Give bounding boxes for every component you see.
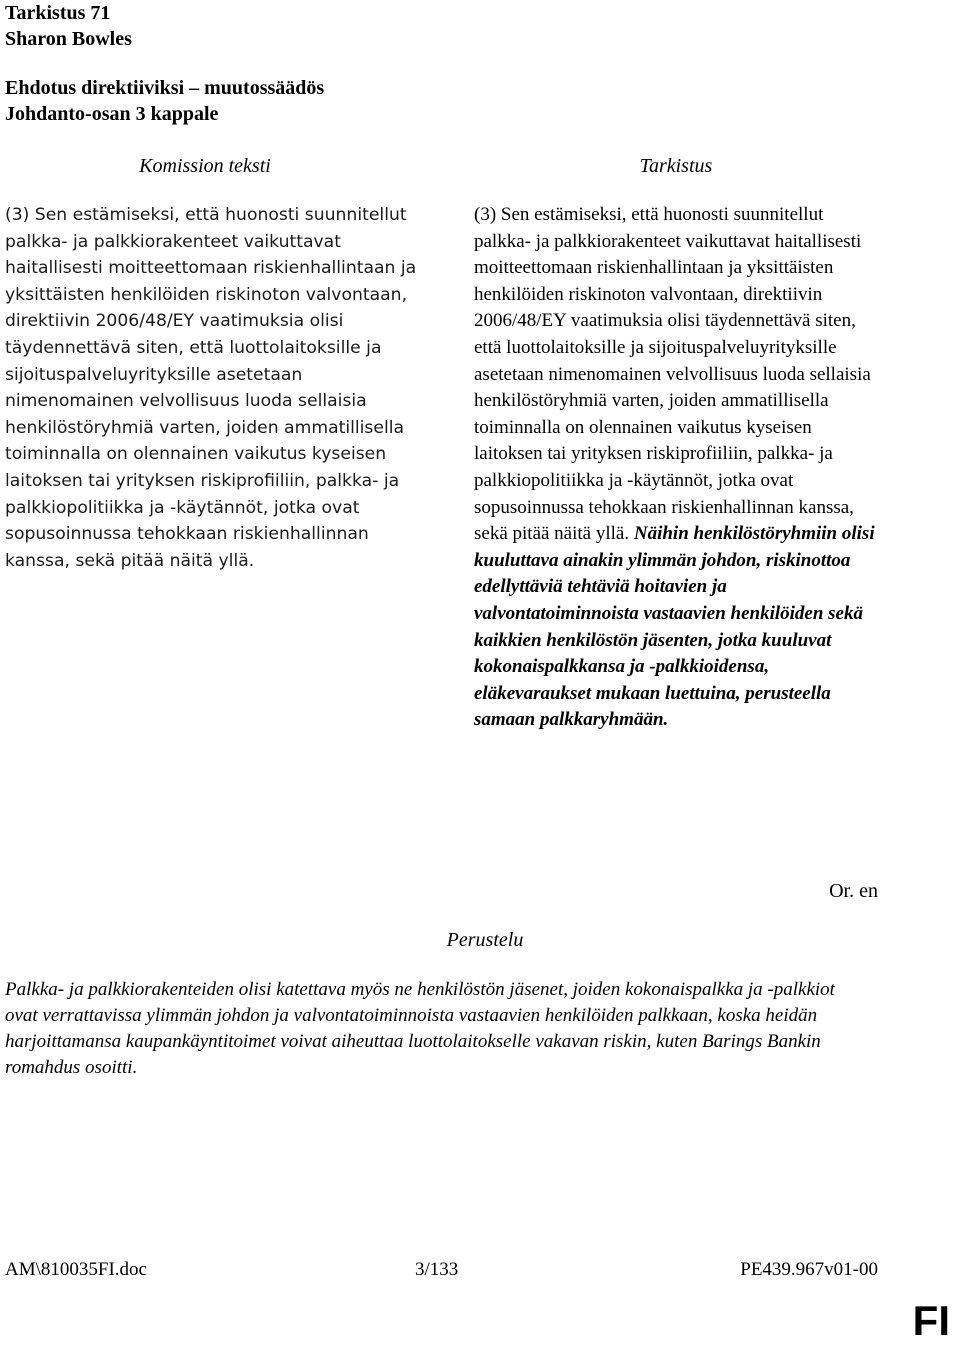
section-reference: Johdanto-osan 3 kappale	[5, 103, 219, 125]
amendment-author: Sharon Bowles	[5, 28, 132, 50]
footer-pe-ref: PE439.967v01-00	[740, 1259, 878, 1280]
amendment-heading: Tarkistus	[639, 155, 713, 177]
footer-page-number: 3/133	[415, 1259, 459, 1280]
footer-document-ref: AM\810035FI.doc	[5, 1259, 147, 1280]
amendment-text-body	[474, 202, 878, 734]
justification-heading: Perustelu	[446, 929, 524, 951]
commission-text-heading: Komission teksti	[139, 155, 271, 177]
justification-text: Palkka- ja palkkiorakenteiden olisi katettava myös ne henkilöstön jäsenet, joiden kokonaispalkka ja -palkkiot ovat verrattavissa ylimmän johdon ja valvontatoiminnoista vastaavien henkilöiden palkkaan, koska heidän harjoittamansa kaupankäyntitoimet voivat aiheuttaa luottolaitokselle vakavan riskin, kuten Barings Bankin romahdus osoitti.	[5, 979, 835, 1078]
language-code: FI	[912, 1297, 950, 1344]
amendment-original-text: (3) Sen estämiseksi, että huonosti suunnitellut palkka- ja palkkiorakenteet vaikuttavat haitallisesti moitteettomaan riskienhallintaan ja yksittäisten henkilöiden riskinoton valvontaan, direktiivin 2006/48/EY vaatimuksia olisi täydennettävä siten, että luottolaitoksille ja sijoituspalveluyrityksille asetetaan nimenomainen velvollisuus luoda sellaisia henkilöstöryhmiä varten, joiden ammatillisella toiminnalla on olennainen vaikutus kyseisen laitoksen tai yrityksen riskiprofiiliin, palkka- ja palkkiopolitiikka ja -käytännöt, jotka ovat sopusoinnussa tehokkaan riskienhallinnan kanssa, sekä pitää näitä yllä.	[474, 204, 871, 545]
proposal-title: Ehdotus direktiiviksi – muutossäädös	[5, 77, 325, 99]
commission-text-body: (3) Sen estämiseksi, että huonosti suunnitellut palkka- ja palkkiorakenteet vaikuttavat haitallisesti moitteettomaan riskienhallintaan ja yksittäisten henkilöiden riskinoton valvontaan, direktiivin 2006/48/EY vaatimuksia olisi täydennettävä siten, että luottolaitoksille ja sijoituspalveluyrityksille asetetaan nimenomainen velvollisuus luoda sellaisia henkilöstöryhmiä varten, joiden ammatillisella toiminnalla on olennainen vaikutus kyseisen laitoksen tai yrityksen riskiprofiiliin, palkka- ja palkkiopolitiikka ja -käytännöt, jotka ovat sopusoinnussa tehokkaan riskienhallinnan kanssa, sekä pitää näitä yllä.	[5, 205, 417, 571]
amendment-number: Tarkistus 71	[5, 2, 111, 24]
amendment-added-text: Näihin henkilöstöryhmiin olisi kuuluttava ainakin ylimmän johdon, riskinottoa edellyttäviä tehtäviä hoitavien ja valvontatoiminnoista vastaavien henkilöiden sekä kaikkien henkilöstön jäsenten, jotka kuuluvat kokonaispalkkansa ja -palkkioidensa, eläkevaraukset mukaan luettuina, perusteella samaan palkkaryhmään.	[474, 523, 875, 731]
original-language: Or. en	[829, 880, 878, 902]
